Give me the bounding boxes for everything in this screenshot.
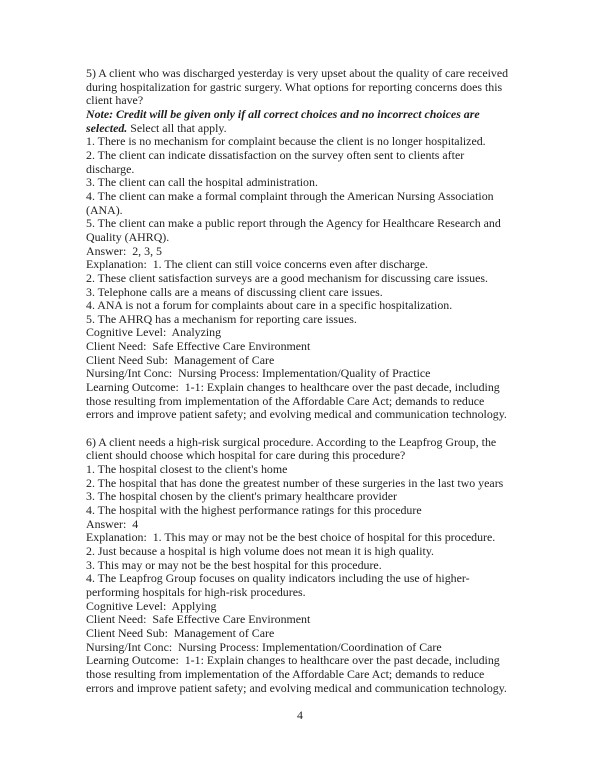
text-line [86,682,561,696]
text-line [86,81,561,95]
text-run: 3. The hospital chosen by the client's primary healthcare provider [86,489,397,504]
text-line [86,490,561,504]
text-run: 4. The Leapfrog Group focuses on quality indicators including the use of higher- [86,571,470,586]
text-line [86,163,561,177]
text-run: (ANA). [86,202,123,217]
text-run: 5. The AHRQ has a mechanism for reporting care issues. [86,311,357,326]
text-line [86,122,561,136]
text-run: client should choose which hospital for care during this procedure? [86,448,406,463]
text-run: errors and improve patient safety; and evolving medical and communication technology. [86,680,507,695]
text-line [86,559,561,573]
text-line [86,204,561,218]
text-run: those resulting from implementation of the Affordable Care Act; demands to reduce [86,666,485,681]
text-run: Client Need Sub: Management of Care [86,352,275,367]
text-line [86,504,561,518]
text-line [86,108,561,122]
text-run: 5. The client can make a public report through the Agency for Healthcare Research and [86,216,501,231]
text-line [86,190,561,204]
text-run: Explanation: 1. This may or may not be the best choice of hospital for this procedure. [86,530,496,545]
text-line [86,600,561,614]
text-run: Answer: 4 [86,516,139,531]
text-run: 2. The client can indicate dissatisfaction on the survey often sent to clients after [86,147,465,162]
text-run: Nursing/Int Conc: Nursing Process: Implementation/Quality of Practice [86,366,431,381]
text-run: during hospitalization for gastric surgery. What options for reporting concerns does this [86,79,503,94]
text-run: 1. There is no mechanism for complaint because the client is no longer hospitalized. [86,134,486,149]
text-line [86,381,561,395]
text-run: 4. ANA is not a forum for complaints about care in a specific hospitalization. [86,298,453,313]
text-run: Client Need: Safe Effective Care Environment [86,612,311,627]
text-run: those resulting from implementation of the Affordable Care Act; demands to reduce [86,393,485,408]
text-line [86,627,561,641]
text-run: Learning Outcome: 1-1: Explain changes to healthcare over the past decade, including [86,380,500,395]
text-line [86,463,561,477]
note-emphasis-text: selected. [86,120,128,135]
text-line [86,67,561,81]
text-run: 5) A client who was discharged yesterday is very upset about the quality of care received [86,66,509,80]
text-line [86,572,561,586]
text-run: Cognitive Level: Analyzing [86,325,222,340]
text-run: Answer: 2, 3, 5 [86,243,162,258]
text-line [86,586,561,600]
text-line [86,654,561,668]
text-run: client have? [86,93,144,108]
text-line [86,613,561,627]
text-run: Nursing/Int Conc: Nursing Process: Implementation/Coordination of Care [86,639,442,654]
question-5 [86,67,561,422]
text-line [86,408,561,422]
text-run: 2. The hospital that has done the greatest number of these surgeries in the last two years [86,475,504,490]
text-line [86,518,561,532]
text-run: Client Need: Safe Effective Care Environment [86,339,311,354]
text-run: Learning Outcome: 1-1: Explain changes to healthcare over the past decade, including [86,653,500,668]
text-line [86,217,561,231]
text-line [86,299,561,313]
text-line [86,272,561,286]
text-run: performing hospitals for high-risk procedures. [86,584,306,599]
text-line [86,545,561,559]
question-6 [86,436,561,695]
text-line [86,340,561,354]
text-line [86,231,561,245]
text-run: 3. Telephone calls are a means of discussing client care issues. [86,284,383,299]
text-run: Client Need Sub: Management of Care [86,625,275,640]
text-line [86,326,561,340]
text-run: Select all that apply. [127,120,227,135]
text-run: 6) A client needs a high-risk surgical procedure. According to the Leapfrog Group, the [86,434,497,449]
text-line [86,354,561,368]
text-run: 2. Just because a hospital is high volume does not mean it is high quality. [86,543,434,558]
text-line [86,668,561,682]
text-line [86,286,561,300]
text-line [86,367,561,381]
text-run: 4. The hospital with the highest performance ratings for this procedure [86,502,422,517]
text-line [86,436,561,450]
text-run: 1. The hospital closest to the client's home [86,462,288,477]
text-line [86,176,561,190]
text-line [86,258,561,272]
text-run: 4. The client can make a formal complaint through the American Nursing Association [86,188,494,203]
text-run: errors and improve patient safety; and evolving medical and communication technology. [86,407,507,422]
text-line [86,531,561,545]
text-line [86,135,561,149]
text-run: Cognitive Level: Applying [86,598,217,613]
text-run: Explanation: 1. The client can still voice concerns even after discharge. [86,257,428,272]
text-line [86,395,561,409]
text-line [86,477,561,491]
page-number: 4 [297,708,303,722]
note-emphasis-text: Note: Credit will be given only if all correct choices and no incorrect choices are [86,106,480,121]
text-run: discharge. [86,161,135,176]
text-line [86,313,561,327]
text-line [86,149,561,163]
text-line [86,641,561,655]
text-line [86,245,561,259]
text-run: 3. This may or may not be the best hospital for this procedure. [86,557,382,572]
document-text-block [86,67,561,695]
text-run: Quality (AHRQ). [86,229,170,244]
text-line [86,94,561,108]
text-run: 3. The client can call the hospital administration. [86,175,318,190]
text-line [86,449,561,463]
text-run: 2. These client satisfaction surveys are a good mechanism for discussing care issues. [86,270,488,285]
